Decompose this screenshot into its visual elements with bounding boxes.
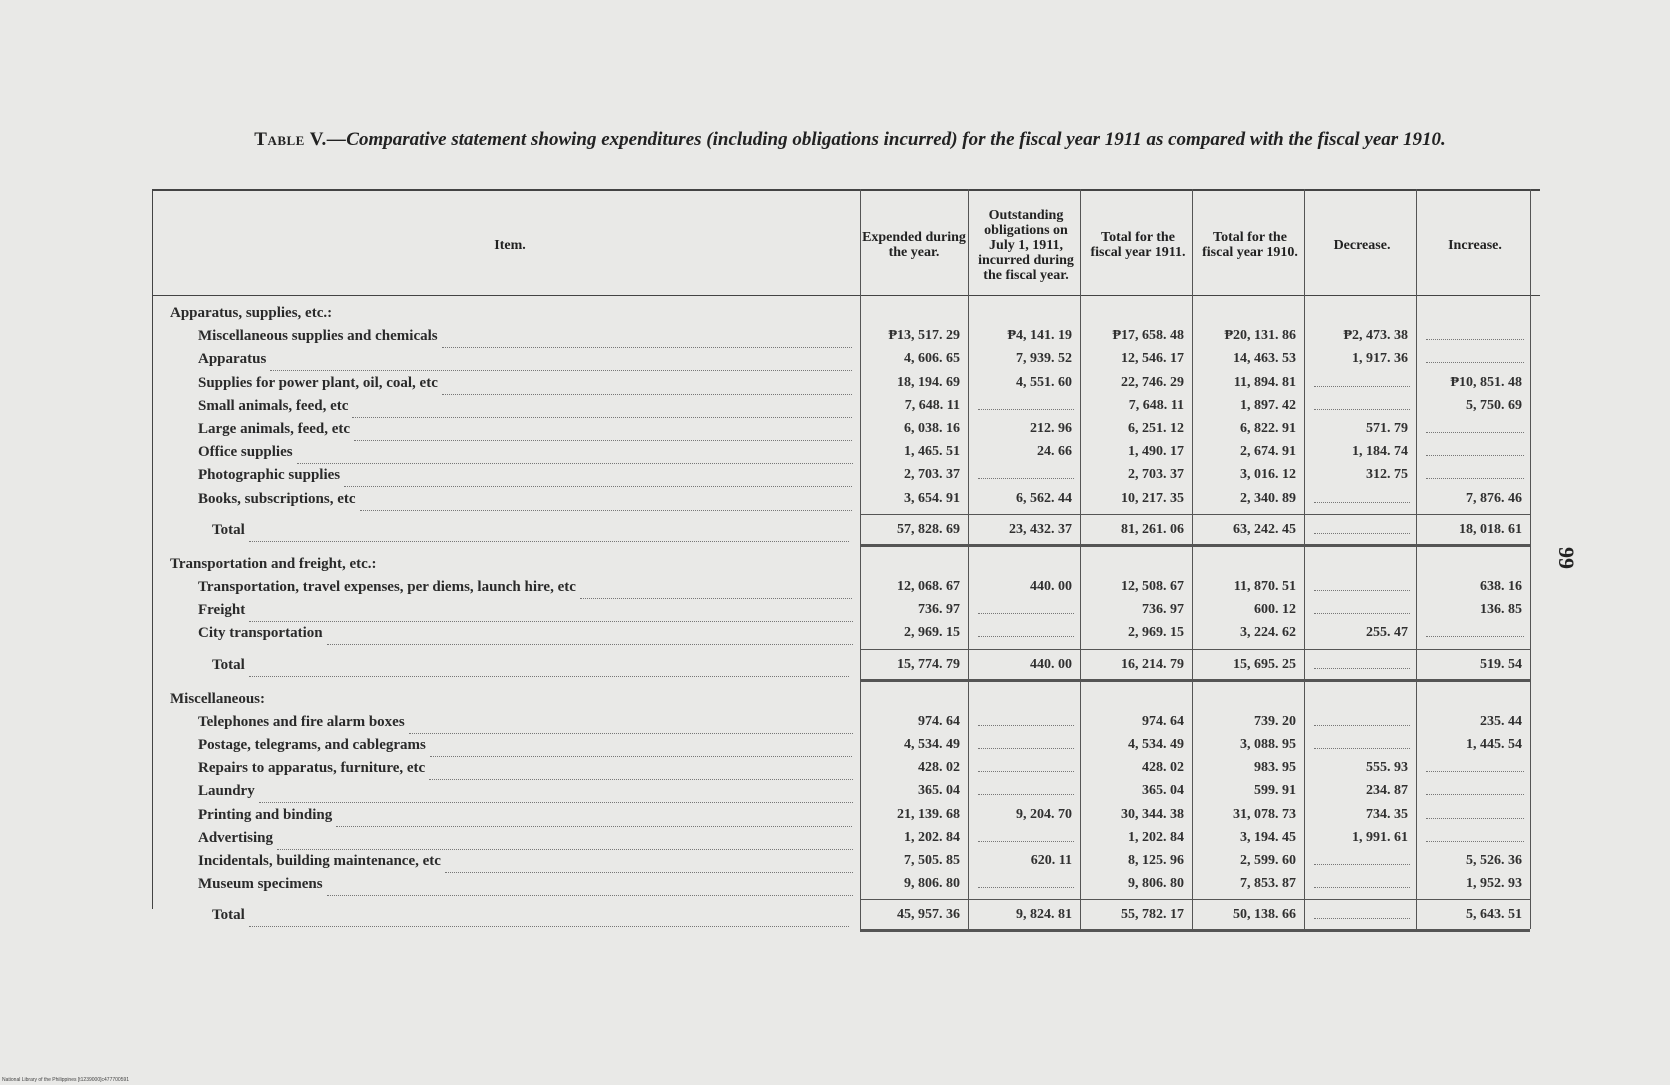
cell-total1910: 14, 463. 53 xyxy=(1233,351,1296,367)
cell-total1911: 736. 97 xyxy=(1142,602,1184,618)
table-row xyxy=(160,621,1540,645)
table-row xyxy=(160,324,1540,348)
column-divider xyxy=(1416,189,1417,929)
table-row xyxy=(160,347,1540,371)
cell-increase: 1, 445. 54 xyxy=(1466,737,1522,752)
total-row xyxy=(160,903,1540,927)
table-top-rule xyxy=(152,189,1540,191)
table-row xyxy=(160,394,1540,418)
row-item-text: City transportation xyxy=(198,625,323,642)
cell-total1910: 11, 870. 51 xyxy=(1233,579,1296,594)
cell-expended: 974. 64 xyxy=(918,713,960,729)
total-text: Total xyxy=(212,907,245,924)
cell-total1911: 2, 969. 15 xyxy=(1128,625,1184,641)
row-item-text: Freight xyxy=(198,602,246,619)
total-cell-total1910: 50, 138. 66 xyxy=(1233,907,1296,923)
cell-outstanding xyxy=(972,733,1080,757)
total-cell-total1911: 55, 782. 17 xyxy=(1121,907,1184,923)
row-item-label xyxy=(198,575,853,599)
cell-decrease: 255. 47 xyxy=(1366,625,1408,641)
section-heading: Miscellaneous: xyxy=(170,690,265,707)
leader-dots xyxy=(249,916,849,927)
total-label xyxy=(212,903,852,927)
header-total-1911: Total for the fiscal year 1911. xyxy=(1090,230,1186,260)
cell-increase xyxy=(1420,826,1530,850)
row-item-label xyxy=(198,324,853,348)
total-bottom-rule xyxy=(860,679,1530,682)
row-item-label xyxy=(198,463,853,487)
cell-expended: 6, 038. 16 xyxy=(904,421,960,436)
row-item-label xyxy=(198,803,853,827)
row-item-text: Advertising xyxy=(198,829,273,846)
header-outstanding: Outstanding obligations on July 1, 1911, incurred during the fiscal year. xyxy=(978,207,1074,283)
cell-outstanding: 620. 11 xyxy=(1030,853,1072,868)
row-item-label xyxy=(198,872,853,896)
total-bottom-rule xyxy=(860,929,1530,932)
row-item-label xyxy=(198,710,853,734)
cell-increase: 5, 750. 69 xyxy=(1466,397,1522,413)
header-total-1910: Total for the fiscal year 1910. xyxy=(1202,230,1298,260)
cell-total1911: 7, 648. 11 xyxy=(1128,397,1184,413)
total-bottom-rule xyxy=(860,544,1530,547)
total-cell-expended: 15, 774. 79 xyxy=(897,656,960,672)
cell-total1911: 9, 806. 80 xyxy=(1128,876,1184,892)
table-row xyxy=(160,872,1540,896)
cell-total1910: ₱20, 131. 86 xyxy=(1224,328,1296,344)
total-cell-total1910: 15, 695. 25 xyxy=(1233,656,1296,672)
table-row xyxy=(160,417,1540,441)
cell-decrease: ₱2, 473. 38 xyxy=(1343,328,1408,344)
cell-expended: 18, 194. 69 xyxy=(897,374,960,390)
row-item-label xyxy=(198,779,853,803)
row-item-text: Books, subscriptions, etc xyxy=(198,490,356,507)
cell-outstanding: 24. 66 xyxy=(1037,444,1072,460)
table-row xyxy=(160,849,1540,873)
total-cell-decrease xyxy=(1308,903,1416,927)
cell-total1911: 428. 02 xyxy=(1142,760,1184,776)
total-cell-total1910: 63, 242. 45 xyxy=(1233,521,1296,537)
cell-outstanding: 212. 96 xyxy=(1030,421,1072,436)
column-divider xyxy=(968,189,969,929)
total-top-rule xyxy=(860,899,1530,900)
row-item-label xyxy=(198,417,853,441)
cell-total1910: 7, 853. 87 xyxy=(1240,876,1296,892)
total-cell-decrease xyxy=(1308,518,1416,542)
cell-expended: 365. 04 xyxy=(918,783,960,799)
cell-outstanding xyxy=(972,710,1080,734)
row-item-text: Laundry xyxy=(198,783,255,800)
cell-increase xyxy=(1420,347,1530,371)
total-cell-expended: 57, 828. 69 xyxy=(897,521,960,537)
total-cell-outstanding: 23, 432. 37 xyxy=(1009,521,1072,537)
cell-total1911: 1, 490. 17 xyxy=(1128,444,1184,460)
caption-lead: Table V.— xyxy=(254,129,347,150)
cell-increase xyxy=(1420,440,1530,464)
total-cell-outstanding: 440. 00 xyxy=(1030,656,1072,672)
footer-note: National Library of the Philippines [t1239000]c477700591 xyxy=(2,1077,130,1083)
cell-expended: 2, 703. 37 xyxy=(904,467,960,483)
cell-expended: 12, 068. 67 xyxy=(897,579,960,594)
cell-increase xyxy=(1420,417,1530,441)
cell-total1911: ₱17, 658. 48 xyxy=(1112,328,1184,344)
row-item-text: Apparatus xyxy=(198,351,267,368)
cell-outstanding xyxy=(972,826,1080,850)
expenditure-table xyxy=(160,195,1540,965)
cell-outstanding xyxy=(972,598,1080,622)
caption-title: Comparative statement showing expenditures (including obligations incurred) for the fiscal year 1911 as compared with the fiscal year 1910. xyxy=(346,129,1446,150)
total-cell-expended: 45, 957. 36 xyxy=(897,907,960,923)
cell-total1911: 2, 703. 37 xyxy=(1128,467,1184,483)
total-text: Total xyxy=(212,656,245,673)
cell-outstanding xyxy=(972,621,1080,645)
cell-increase: 5, 526. 36 xyxy=(1466,853,1522,868)
cell-expended: 7, 648. 11 xyxy=(904,397,960,413)
row-item-text: Repairs to apparatus, furniture, etc xyxy=(198,760,426,777)
row-item-label xyxy=(198,347,853,371)
cell-expended: 428. 02 xyxy=(918,760,960,776)
total-cell-total1911: 81, 261. 06 xyxy=(1121,521,1184,537)
row-item-label xyxy=(198,733,853,757)
column-divider xyxy=(1304,189,1305,929)
cell-decrease: 555. 93 xyxy=(1366,760,1408,776)
cell-outstanding xyxy=(972,394,1080,418)
cell-outstanding xyxy=(972,872,1080,896)
cell-increase: 638. 16 xyxy=(1480,579,1522,594)
cell-expended: 1, 465. 51 xyxy=(904,444,960,460)
cell-total1910: 739. 20 xyxy=(1254,713,1296,729)
table-row xyxy=(160,779,1540,803)
total-cell-increase: 5, 643. 51 xyxy=(1466,907,1522,923)
cell-increase xyxy=(1420,756,1530,780)
table-row xyxy=(160,575,1540,599)
cell-decrease: 1, 184. 74 xyxy=(1352,444,1408,460)
cell-decrease xyxy=(1308,371,1416,395)
total-label xyxy=(212,653,852,677)
cell-total1910: 31, 078. 73 xyxy=(1233,806,1296,822)
table-row xyxy=(160,440,1540,464)
cell-outstanding: 7, 939. 52 xyxy=(1016,351,1072,367)
cell-decrease xyxy=(1308,487,1416,511)
cell-total1911: 365. 04 xyxy=(1142,783,1184,799)
row-item-text: Incidentals, building maintenance, etc xyxy=(198,853,441,869)
column-divider xyxy=(1530,189,1531,929)
total-top-rule xyxy=(860,649,1530,650)
row-item-label xyxy=(198,371,853,395)
cell-decrease: 1, 917. 36 xyxy=(1352,351,1408,367)
cell-outstanding: 9, 204. 70 xyxy=(1016,806,1072,822)
cell-outstanding xyxy=(972,463,1080,487)
cell-total1911: 8, 125. 96 xyxy=(1128,853,1184,868)
total-text: Total xyxy=(212,521,245,538)
table-row xyxy=(160,371,1540,395)
leader-dots xyxy=(360,500,853,511)
cell-total1911: 6, 251. 12 xyxy=(1128,421,1184,436)
table-row xyxy=(160,487,1540,511)
section-heading-row xyxy=(160,301,1540,325)
cell-expended: 1, 202. 84 xyxy=(904,829,960,845)
total-cell-total1911: 16, 214. 79 xyxy=(1121,656,1184,672)
cell-expended: 9, 806. 80 xyxy=(904,876,960,892)
column-divider xyxy=(1080,189,1081,929)
row-item-label xyxy=(198,487,853,511)
header-expended: Expended during the year. xyxy=(862,230,966,260)
cell-total1910: 3, 016. 12 xyxy=(1240,467,1296,483)
cell-total1910: 3, 224. 62 xyxy=(1240,625,1296,641)
cell-total1910: 599. 91 xyxy=(1254,783,1296,799)
cell-expended: 7, 505. 85 xyxy=(904,853,960,868)
cell-decrease xyxy=(1308,394,1416,418)
cell-total1911: 4, 534. 49 xyxy=(1128,737,1184,752)
total-cell-outstanding: 9, 824. 81 xyxy=(1016,907,1072,923)
cell-total1911: 1, 202. 84 xyxy=(1128,829,1184,845)
cell-increase: 7, 876. 46 xyxy=(1466,490,1522,506)
cell-outstanding: 6, 562. 44 xyxy=(1016,490,1072,506)
cell-total1911: 30, 344. 38 xyxy=(1121,806,1184,822)
total-cell-increase: 18, 018. 61 xyxy=(1459,521,1522,537)
cell-total1911: 12, 508. 67 xyxy=(1121,579,1184,594)
total-cell-decrease xyxy=(1308,653,1416,677)
row-item-text: Telephones and fire alarm boxes xyxy=(198,713,405,730)
cell-total1911: 12, 546. 17 xyxy=(1121,351,1184,367)
cell-expended: 3, 654. 91 xyxy=(904,490,960,506)
section-heading: Transportation and freight, etc.: xyxy=(170,555,377,572)
leader-dots xyxy=(327,885,853,896)
cell-increase xyxy=(1420,324,1530,348)
row-item-label xyxy=(198,394,853,418)
total-row xyxy=(160,518,1540,542)
cell-outstanding: ₱4, 141. 19 xyxy=(1007,328,1072,344)
cell-increase: ₱10, 851. 48 xyxy=(1450,374,1522,390)
cell-total1910: 1, 897. 42 xyxy=(1240,397,1296,413)
row-item-label xyxy=(198,849,853,873)
cell-increase: 235. 44 xyxy=(1480,713,1522,729)
section-heading-row xyxy=(160,687,1540,711)
cell-increase xyxy=(1420,621,1530,645)
cell-total1911: 974. 64 xyxy=(1142,713,1184,729)
cell-decrease: 1, 991. 61 xyxy=(1352,829,1408,845)
row-item-label xyxy=(198,598,853,622)
header-item: Item. xyxy=(494,237,526,253)
cell-decrease xyxy=(1308,872,1416,896)
cell-total1910: 3, 194. 45 xyxy=(1240,829,1296,845)
cell-expended: 4, 534. 49 xyxy=(904,737,960,752)
cell-outstanding: 440. 00 xyxy=(1030,579,1072,594)
cell-increase: 1, 952. 93 xyxy=(1466,876,1522,892)
row-item-text: Museum specimens xyxy=(198,876,323,893)
cell-increase: 136. 85 xyxy=(1480,602,1522,618)
row-item-text: Miscellaneous supplies and chemicals xyxy=(198,328,438,345)
cell-outstanding: 4, 551. 60 xyxy=(1016,374,1072,390)
cell-total1910: 2, 674. 91 xyxy=(1240,444,1296,460)
cell-total1911: 22, 746. 29 xyxy=(1121,374,1184,390)
cell-expended: ₱13, 517. 29 xyxy=(888,328,960,344)
row-item-label xyxy=(198,621,853,645)
row-item-label xyxy=(198,826,853,850)
cell-outstanding xyxy=(972,779,1080,803)
table-row xyxy=(160,710,1540,734)
cell-increase xyxy=(1420,803,1530,827)
table-left-rule xyxy=(152,189,153,909)
row-item-label xyxy=(198,756,853,780)
header-increase: Increase. xyxy=(1448,237,1502,253)
total-label xyxy=(212,518,852,542)
cell-decrease: 234. 87 xyxy=(1366,783,1408,799)
cell-decrease xyxy=(1308,710,1416,734)
cell-decrease xyxy=(1308,598,1416,622)
cell-outstanding xyxy=(972,756,1080,780)
page-number: 99 xyxy=(1554,547,1579,569)
cell-expended: 21, 139. 68 xyxy=(897,806,960,822)
cell-total1910: 2, 599. 60 xyxy=(1240,853,1296,868)
cell-expended: 4, 606. 65 xyxy=(904,351,960,367)
column-divider xyxy=(860,189,861,929)
cell-decrease xyxy=(1308,849,1416,873)
row-item-label xyxy=(198,440,853,464)
leader-dots xyxy=(327,634,853,645)
cell-decrease xyxy=(1308,575,1416,599)
cell-increase xyxy=(1420,463,1530,487)
total-top-rule xyxy=(860,514,1530,515)
row-item-text: Office supplies xyxy=(198,444,293,461)
row-item-text: Transportation, travel expenses, per diems, launch hire, etc xyxy=(198,579,576,595)
cell-total1910: 11, 894. 81 xyxy=(1233,374,1296,390)
row-item-text: Supplies for power plant, oil, coal, etc xyxy=(198,374,438,391)
table-row xyxy=(160,598,1540,622)
leader-dots xyxy=(249,531,849,542)
table-row xyxy=(160,803,1540,827)
table-row xyxy=(160,826,1540,850)
cell-decrease: 312. 75 xyxy=(1366,467,1408,483)
cell-total1910: 2, 340. 89 xyxy=(1240,490,1296,506)
table-row xyxy=(160,733,1540,757)
table-row xyxy=(160,756,1540,780)
cell-expended: 736. 97 xyxy=(918,602,960,618)
total-row xyxy=(160,653,1540,677)
row-item-text: Postage, telegrams, and cablegrams xyxy=(198,737,426,753)
column-divider xyxy=(1192,189,1193,929)
cell-total1910: 983. 95 xyxy=(1254,760,1296,776)
row-item-text: Photographic supplies xyxy=(198,467,341,484)
row-item-text: Small animals, feed, etc xyxy=(198,397,349,414)
leader-dots xyxy=(249,666,849,677)
cell-expended: 2, 969. 15 xyxy=(904,625,960,641)
table-row xyxy=(160,463,1540,487)
header-bottom-rule xyxy=(152,295,1540,296)
table-caption xyxy=(150,126,1550,153)
cell-total1911: 10, 217. 35 xyxy=(1121,490,1184,506)
cell-decrease: 571. 79 xyxy=(1366,421,1408,436)
header-decrease: Decrease. xyxy=(1333,237,1391,253)
total-cell-increase: 519. 54 xyxy=(1480,656,1522,672)
cell-decrease xyxy=(1308,733,1416,757)
cell-total1910: 6, 822. 91 xyxy=(1240,421,1296,436)
row-item-text: Printing and binding xyxy=(198,806,333,823)
cell-total1910: 3, 088. 95 xyxy=(1240,737,1296,752)
cell-increase xyxy=(1420,779,1530,803)
row-item-text: Large animals, feed, etc xyxy=(198,421,351,437)
section-heading-row xyxy=(160,552,1540,576)
cell-decrease: 734. 35 xyxy=(1366,806,1408,822)
section-heading: Apparatus, supplies, etc.: xyxy=(170,305,333,321)
cell-total1910: 600. 12 xyxy=(1254,602,1296,618)
